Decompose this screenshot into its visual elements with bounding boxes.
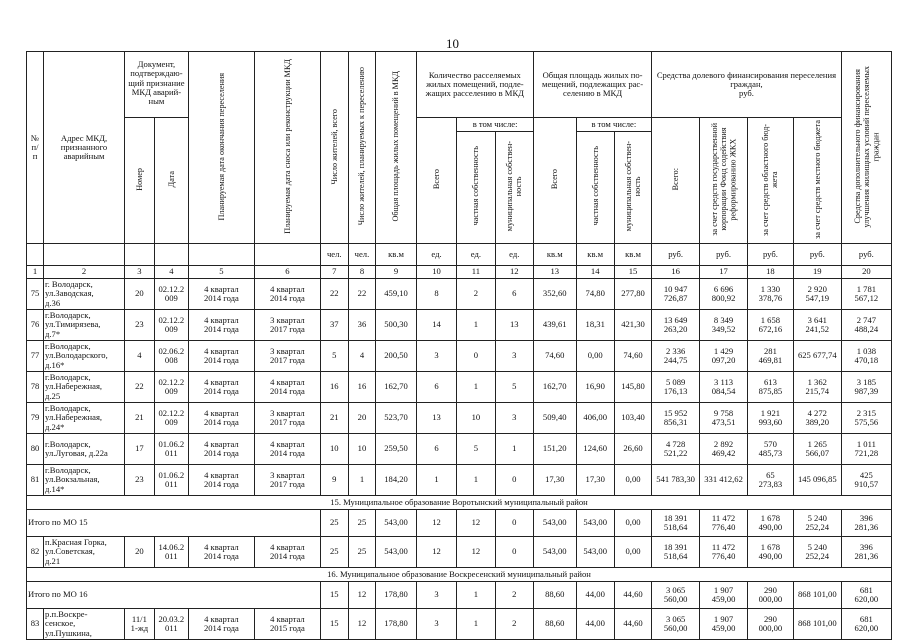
cell-c19: 4 272 389,20: [793, 403, 841, 434]
cell-n: 82: [27, 537, 44, 568]
cell-num: 4: [124, 341, 154, 372]
total-c11: 1: [457, 582, 495, 609]
cell-c17: 9 758 473,51: [700, 403, 748, 434]
cell-c20: 1 781 567,12: [841, 279, 891, 310]
cell-date: 01.06.2 011: [154, 434, 188, 465]
cell-date: 02.12.2 009: [154, 372, 188, 403]
cell-c7: 25: [320, 537, 348, 568]
cell-c10: 1: [416, 465, 456, 496]
total-c20: 681 620,00: [841, 582, 891, 609]
total-c18: 290 000,00: [748, 582, 794, 609]
total-c9: 178,80: [376, 582, 416, 609]
header-fund-regional: за счет средств областного бюд- жета: [748, 118, 794, 244]
cell-c11: 1: [457, 465, 495, 496]
cell-c10: 14: [416, 310, 456, 341]
cell-c17: 8 349 349,52: [700, 310, 748, 341]
cell-num: 20: [124, 279, 154, 310]
cell-c7: 5: [320, 341, 348, 372]
table-row: [27, 403, 892, 434]
total-c15: 44,60: [614, 582, 651, 609]
cell-c18: 65 273,83: [748, 465, 794, 496]
col-number: 3: [124, 266, 154, 279]
header-rooms-total: Всего: [416, 118, 456, 244]
unit-cell: ед.: [495, 244, 533, 266]
total-c8: 12: [348, 582, 376, 609]
cell-c16: 18 391 518,64: [652, 537, 700, 568]
total-c8: 25: [348, 510, 376, 537]
total-c7: 15: [320, 582, 348, 609]
total-c19: 5 240 252,24: [793, 510, 841, 537]
header-doc-number: Номер: [124, 118, 154, 244]
col-number: 1: [27, 266, 44, 279]
cell-c13: 352,60: [533, 279, 576, 310]
total-c13: 543,00: [533, 510, 576, 537]
cell-c19: 145 096,85: [793, 465, 841, 496]
cell-c11: 0: [457, 341, 495, 372]
cell-n: 76: [27, 310, 44, 341]
cell-num: 20: [124, 537, 154, 568]
cell-c20: 1 038 470,18: [841, 341, 891, 372]
cell-n: 78: [27, 372, 44, 403]
col-number: 20: [841, 266, 891, 279]
cell-c10: 8: [416, 279, 456, 310]
table-row: [27, 537, 892, 568]
table-row: [27, 465, 892, 496]
cell-c14: 17,30: [576, 465, 614, 496]
col-number: 6: [254, 266, 320, 279]
cell-c20: 681 620,00: [841, 609, 891, 640]
cell-date: 02.06.2 008: [154, 341, 188, 372]
total-c7: 25: [320, 510, 348, 537]
cell-num: 23: [124, 310, 154, 341]
cell-c9: 200,50: [376, 341, 416, 372]
cell-c13: 151,20: [533, 434, 576, 465]
header-num: № п/ п: [27, 52, 44, 244]
total-c12: 0: [495, 510, 533, 537]
total-c10: 3: [416, 582, 456, 609]
cell-addr: г.Володарск, ул.Тимирязева, д.7*: [44, 310, 125, 341]
cell-c9: 459,10: [376, 279, 416, 310]
cell-c17: 11 472 776,40: [700, 537, 748, 568]
total-c16: 18 391 518,64: [652, 510, 700, 537]
cell-c11: 1: [457, 609, 495, 640]
total-c16: 3 065 560,00: [652, 582, 700, 609]
cell-c16: 3 065 560,00: [652, 609, 700, 640]
cell-demo: 3 квартал 2017 года: [254, 465, 320, 496]
col-number: 12: [495, 266, 533, 279]
col-number: 16: [652, 266, 700, 279]
cell-demo: 3 квартал 2017 года: [254, 403, 320, 434]
cell-c9: 178,80: [376, 609, 416, 640]
total-c14: 44,00: [576, 582, 614, 609]
cell-end: 4 квартал 2014 года: [188, 310, 254, 341]
header-area-total: Всего: [533, 118, 576, 244]
col-number: 10: [416, 266, 456, 279]
cell-addr: р.п.Воскре- сенское, ул.Пушкина,: [44, 609, 125, 640]
units-row: [27, 244, 892, 266]
cell-c12: 3: [495, 341, 533, 372]
col-number: 15: [614, 266, 651, 279]
cell-c13: 162,70: [533, 372, 576, 403]
header-residents-planned: Число жителей, планируемых к переселению: [348, 52, 376, 244]
cell-c19: 1 265 566,07: [793, 434, 841, 465]
cell-c19: 868 101,00: [793, 609, 841, 640]
cell-c9: 162,70: [376, 372, 416, 403]
total-c17: 1 907 459,00: [700, 582, 748, 609]
col-number: 13: [533, 266, 576, 279]
cell-c11: 5: [457, 434, 495, 465]
cell-c11: 12: [457, 537, 495, 568]
header-address: Адрес МКД, признанного аварийным: [44, 52, 125, 244]
col-number: 5: [188, 266, 254, 279]
cell-c8: 12: [348, 609, 376, 640]
cell-c19: 3 641 241,52: [793, 310, 841, 341]
cell-n: 81: [27, 465, 44, 496]
cell-c17: 331 412,62: [700, 465, 748, 496]
section-title: 16. Муниципальное образование Воскресенский муниципальный район: [27, 568, 892, 582]
total-c9: 543,00: [376, 510, 416, 537]
unit-cell: кв.м: [376, 244, 416, 266]
cell-c15: 74,60: [614, 341, 651, 372]
cell-c14: 44,00: [576, 609, 614, 640]
cell-c15: 421,30: [614, 310, 651, 341]
cell-c15: 0,00: [614, 537, 651, 568]
col-number: 17: [700, 266, 748, 279]
cell-demo: 3 квартал 2017 года: [254, 310, 320, 341]
unit-cell: руб.: [652, 244, 700, 266]
cell-end: 4 квартал 2014 года: [188, 434, 254, 465]
section-title-row: [27, 568, 892, 582]
cell-c8: 16: [348, 372, 376, 403]
cell-c16: 15 952 856,31: [652, 403, 700, 434]
cell-demo: 3 квартал 2017 года: [254, 341, 320, 372]
cell-addr: г.Володарск, ул.Набережная, д.24*: [44, 403, 125, 434]
cell-c7: 15: [320, 609, 348, 640]
cell-c20: 2 747 488,24: [841, 310, 891, 341]
cell-date: 02.12.2 009: [154, 279, 188, 310]
total-c19: 868 101,00: [793, 582, 841, 609]
cell-num: 11/1 1-жд: [124, 609, 154, 640]
unit-cell: руб.: [793, 244, 841, 266]
total-c10: 12: [416, 510, 456, 537]
cell-c16: 13 649 263,20: [652, 310, 700, 341]
cell-c20: 396 281,36: [841, 537, 891, 568]
header-rooms-municipal: муниципальная собствен- ность: [495, 131, 533, 244]
cell-c19: 5 240 252,24: [793, 537, 841, 568]
unit-cell: ед.: [416, 244, 456, 266]
col-number: 19: [793, 266, 841, 279]
cell-c9: 184,20: [376, 465, 416, 496]
cell-c7: 22: [320, 279, 348, 310]
cell-n: 77: [27, 341, 44, 372]
cell-c19: 1 362 215,74: [793, 372, 841, 403]
cell-c12: 6: [495, 279, 533, 310]
cell-date: 20.03.2 011: [154, 609, 188, 640]
cell-addr: г.Володарск, ул.Вокзальная, д.14*: [44, 465, 125, 496]
cell-c7: 16: [320, 372, 348, 403]
cell-date: 02.12.2 009: [154, 310, 188, 341]
col-number: 7: [320, 266, 348, 279]
cell-c8: 10: [348, 434, 376, 465]
table-row: [27, 372, 892, 403]
unit-cell: чел.: [320, 244, 348, 266]
cell-n: 83: [27, 609, 44, 640]
unit-cell: ед.: [457, 244, 495, 266]
cell-c7: 9: [320, 465, 348, 496]
cell-c12: 13: [495, 310, 533, 341]
header-area-private: частная собственность: [576, 131, 614, 244]
cell-c19: 2 920 547,19: [793, 279, 841, 310]
total-c18: 1 678 490,00: [748, 510, 794, 537]
table-body: [27, 52, 892, 640]
header-total-area: Общая площадь жилых помещений в МКД: [376, 52, 416, 244]
unit-cell: руб.: [700, 244, 748, 266]
header-planned-end: Планируемая дата окончания переселения: [188, 52, 254, 244]
cell-c11: 10: [457, 403, 495, 434]
cell-c20: 2 315 575,56: [841, 403, 891, 434]
header-fund-local: за счет средств местного бюджета: [793, 118, 841, 244]
cell-c11: 1: [457, 372, 495, 403]
cell-c10: 13: [416, 403, 456, 434]
cell-c14: 124,60: [576, 434, 614, 465]
cell-c13: 17,30: [533, 465, 576, 496]
cell-num: 22: [124, 372, 154, 403]
unit-cell: руб.: [748, 244, 794, 266]
total-c20: 396 281,36: [841, 510, 891, 537]
cell-c8: 20: [348, 403, 376, 434]
cell-c7: 21: [320, 403, 348, 434]
unit-cell: кв.м: [533, 244, 576, 266]
total-c17: 11 472 776,40: [700, 510, 748, 537]
cell-c20: 425 910,57: [841, 465, 891, 496]
cell-c13: 88,60: [533, 609, 576, 640]
cell-c12: 0: [495, 537, 533, 568]
total-row: [27, 582, 892, 609]
col-number: 9: [376, 266, 416, 279]
cell-c14: 18,31: [576, 310, 614, 341]
cell-c10: 6: [416, 372, 456, 403]
cell-c17: 1 907 459,00: [700, 609, 748, 640]
cell-c18: 613 875,85: [748, 372, 794, 403]
col-number: 18: [748, 266, 794, 279]
cell-c18: 1 921 993,60: [748, 403, 794, 434]
cell-n: 75: [27, 279, 44, 310]
cell-c20: 1 011 721,28: [841, 434, 891, 465]
cell-num: 17: [124, 434, 154, 465]
cell-c15: 103,40: [614, 403, 651, 434]
header-residents-total: Число жителей, всего: [320, 52, 348, 244]
total-c13: 88,60: [533, 582, 576, 609]
header-fund-total: Всего:: [652, 118, 700, 244]
unit-cell: чел.: [348, 244, 376, 266]
cell-c17: 6 696 800,92: [700, 279, 748, 310]
header-fund-state: за счет средств государственной корпорации Фонд содействия реформированию ЖКХ: [700, 118, 748, 244]
cell-c9: 543,00: [376, 537, 416, 568]
cell-c12: 1: [495, 434, 533, 465]
cell-c14: 406,00: [576, 403, 614, 434]
cell-c14: 0,00: [576, 341, 614, 372]
cell-c13: 509,40: [533, 403, 576, 434]
cell-c18: 570 485,73: [748, 434, 794, 465]
cell-c16: 2 336 244,75: [652, 341, 700, 372]
cell-c16: 4 728 521,22: [652, 434, 700, 465]
header-area-group: Общая площадь жилых по- мещений, подлежащих рас- селению в МКД: [533, 52, 651, 118]
table-row: [27, 310, 892, 341]
total-c15: 0,00: [614, 510, 651, 537]
cell-c15: 44,60: [614, 609, 651, 640]
cell-addr: п.Красная Горка, ул.Советская, д.21: [44, 537, 125, 568]
col-number: 8: [348, 266, 376, 279]
section-title-row: [27, 496, 892, 510]
cell-c18: 1 658 672,16: [748, 310, 794, 341]
cell-demo: 4 квартал 2014 года: [254, 434, 320, 465]
cell-c17: 3 113 084,54: [700, 372, 748, 403]
cell-end: 4 квартал 2014 года: [188, 372, 254, 403]
unit-cell: руб.: [841, 244, 891, 266]
page-number: 10: [446, 36, 459, 51]
total-row: [27, 510, 892, 537]
cell-c18: 290 000,00: [748, 609, 794, 640]
header-area-incl: в том числе:: [576, 118, 652, 132]
header-rooms-group: Количество расселяемых жилых помещений, подле- жащих расселению в МКД: [416, 52, 533, 118]
cell-c8: 1: [348, 465, 376, 496]
header-extra-funding: Средства дополнительного финансирования улучшения жилищных условий переселяемых граждан: [841, 52, 891, 244]
cell-c13: 439,61: [533, 310, 576, 341]
col-number: 4: [154, 266, 188, 279]
cell-c17: 1 429 097,20: [700, 341, 748, 372]
cell-n: 80: [27, 434, 44, 465]
cell-c8: 4: [348, 341, 376, 372]
cell-c7: 10: [320, 434, 348, 465]
unit-cell: кв.м: [614, 244, 651, 266]
cell-addr: г. Володарск, ул.Заводская, д.36: [44, 279, 125, 310]
cell-c8: 36: [348, 310, 376, 341]
cell-c10: 6: [416, 434, 456, 465]
cell-date: 01.06.2 011: [154, 465, 188, 496]
cell-c16: 10 947 726,87: [652, 279, 700, 310]
cell-c9: 523,70: [376, 403, 416, 434]
cell-c18: 281 469,81: [748, 341, 794, 372]
cell-end: 4 квартал 2014 года: [188, 403, 254, 434]
col-number: 14: [576, 266, 614, 279]
resettlement-table: [26, 51, 892, 640]
cell-c12: 3: [495, 403, 533, 434]
cell-date: 14.06.2 011: [154, 537, 188, 568]
cell-c12: 0: [495, 465, 533, 496]
cell-c13: 74,60: [533, 341, 576, 372]
cell-n: 79: [27, 403, 44, 434]
cell-c7: 37: [320, 310, 348, 341]
column-numbers-row: [27, 266, 892, 279]
total-c11: 12: [457, 510, 495, 537]
cell-c19: 625 677,74: [793, 341, 841, 372]
cell-end: 4 квартал 2014 года: [188, 537, 254, 568]
cell-demo: 4 квартал 2015 года: [254, 609, 320, 640]
cell-addr: г.Володарск, ул.Луговая, д.22а: [44, 434, 125, 465]
header-area-municipal: муниципальная собствен- ность: [614, 131, 651, 244]
cell-end: 4 квартал 2014 года: [188, 609, 254, 640]
cell-c13: 543,00: [533, 537, 576, 568]
cell-c20: 3 185 987,39: [841, 372, 891, 403]
cell-c8: 22: [348, 279, 376, 310]
cell-c18: 1 330 378,76: [748, 279, 794, 310]
cell-addr: г.Володарск, ул.Володарского, д.16*: [44, 341, 125, 372]
cell-c10: 12: [416, 537, 456, 568]
table-row: [27, 609, 892, 640]
section-title: 15. Муниципальное образование Воротынский муниципальный район: [27, 496, 892, 510]
cell-addr: г.Володарск, ул.Набережная, д.25: [44, 372, 125, 403]
cell-c15: 0,00: [614, 465, 651, 496]
header-document: Документ, подтверждаю- щий признание МКД аварий- ным: [124, 52, 188, 118]
cell-c15: 277,80: [614, 279, 651, 310]
cell-c10: 3: [416, 341, 456, 372]
cell-c14: 74,80: [576, 279, 614, 310]
cell-c16: 5 089 176,13: [652, 372, 700, 403]
header-rooms-incl: в том числе:: [457, 118, 534, 132]
total-label: Итого по МО 15: [27, 510, 321, 537]
col-number: 2: [44, 266, 125, 279]
cell-c9: 500,30: [376, 310, 416, 341]
cell-demo: 4 квартал 2014 года: [254, 372, 320, 403]
table-row: [27, 434, 892, 465]
cell-c15: 26,60: [614, 434, 651, 465]
cell-c11: 2: [457, 279, 495, 310]
unit-cell: кв.м: [576, 244, 614, 266]
cell-num: 21: [124, 403, 154, 434]
cell-c14: 16,90: [576, 372, 614, 403]
cell-end: 4 квартал 2014 года: [188, 341, 254, 372]
header-funds-group: Средства долевого финансирования переселения граждан, руб.: [652, 52, 842, 118]
cell-c18: 1 678 490,00: [748, 537, 794, 568]
total-c12: 2: [495, 582, 533, 609]
cell-end: 4 квартал 2014 года: [188, 465, 254, 496]
total-c14: 543,00: [576, 510, 614, 537]
cell-c14: 543,00: [576, 537, 614, 568]
cell-c12: 5: [495, 372, 533, 403]
cell-c9: 259,50: [376, 434, 416, 465]
cell-c11: 1: [457, 310, 495, 341]
header-planned-demolition: Планируемая дата сноса или реконструкции МКД: [254, 52, 320, 244]
cell-num: 23: [124, 465, 154, 496]
cell-demo: 4 квартал 2014 года: [254, 279, 320, 310]
cell-c8: 25: [348, 537, 376, 568]
cell-c12: 2: [495, 609, 533, 640]
col-number: 11: [457, 266, 495, 279]
total-label: Итого по МО 16: [27, 582, 321, 609]
cell-c17: 2 892 469,42: [700, 434, 748, 465]
cell-end: 4 квартал 2014 года: [188, 279, 254, 310]
cell-c15: 145,80: [614, 372, 651, 403]
cell-c16: 541 783,30: [652, 465, 700, 496]
cell-c10: 3: [416, 609, 456, 640]
table-row: [27, 341, 892, 372]
header-rooms-private: частная собственность: [457, 131, 495, 244]
cell-demo: 4 квартал 2014 года: [254, 537, 320, 568]
cell-date: 02.12.2 009: [154, 403, 188, 434]
header-doc-date: Дата: [154, 118, 188, 244]
table-row: [27, 279, 892, 310]
